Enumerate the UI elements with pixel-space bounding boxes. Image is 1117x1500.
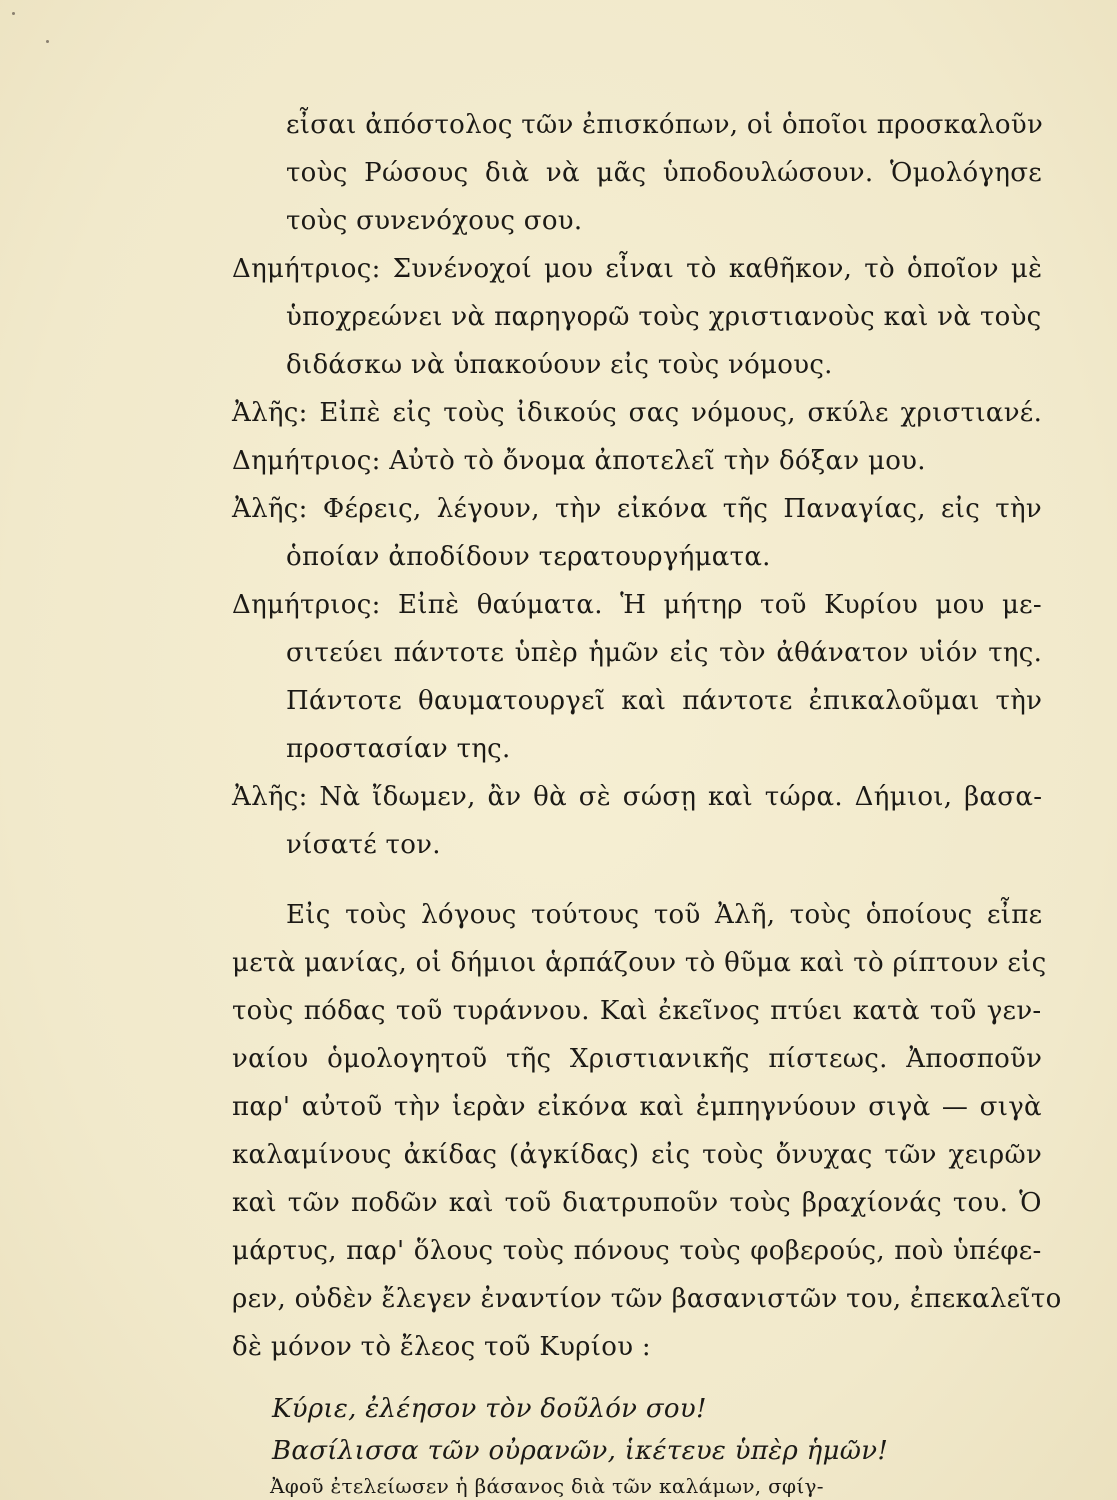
dialogue-line: διδάσκω νὰ ὑπακούουν εἰς τοὺς νόμους. (286, 350, 833, 380)
closing-line: Ἀφοῦ ἐτελείωσεν ἡ βάσανος διὰ τῶν καλάμων, σφίγ- (270, 1474, 824, 1498)
narrative-line: ναίου ὁμολογητοῦ τῆς Χριστιανικῆς πίστεως. Ἀποσποῦν (232, 1044, 1043, 1074)
dialogue-line: προστασίαν της. (286, 734, 511, 764)
scan-speck (12, 12, 15, 15)
dialogue-line: ὑποχρεώνει νὰ παρηγορῶ τοὺς χριστιανοὺς καὶ νὰ τοὺς (286, 302, 1042, 332)
dialogue-line: Δημήτριος: Εἰπὲ θαύματα. Ἡ μήτηρ τοῦ Κυρίου μου με- (232, 590, 1043, 620)
prayer-line: Βασίλισσα τῶν οὐρανῶν, ἱκέτευε ὑπὲρ ἡμῶν! (272, 1436, 889, 1466)
dialogue-line: Ἀλῆς: Φέρεις, λέγουν, τὴν εἰκόνα τῆς Παναγίας, εἰς τὴν (232, 494, 1042, 524)
narrative-line: τοὺς πόδας τοῦ τυράννου. Καὶ ἐκεῖνος πτύει κατὰ τοῦ γεν- (232, 996, 1042, 1026)
dialogue-line: σιτεύει πάντοτε ὑπὲρ ἡμῶν εἰς τὸν ἀθάνατον υἱόν της. (286, 638, 1043, 668)
narrative-line: παρ' αὐτοῦ τὴν ἱερὰν εἰκόνα καὶ ἐμπηγνύουν σιγὰ — σιγὰ (232, 1092, 1042, 1122)
narrative-line: Εἰς τοὺς λόγους τούτους τοῦ Ἀλῆ, τοὺς ὁποίους εἶπε (286, 900, 1043, 930)
dialogue-line: Δημήτριος: Αὐτὸ τὸ ὄνομα ἀποτελεῖ τὴν δόξαν μου. (232, 446, 926, 476)
prayer-line: Κύριε, ἐλέησον τὸν δοῦλόν σου! (272, 1394, 707, 1424)
narrative-line: μετὰ μανίας, οἱ δήμιοι ἁρπάζουν τὸ θῦμα καὶ τὸ ρίπτουν εἰς (232, 948, 1047, 978)
narrative-line: δὲ μόνον τὸ ἔλεος τοῦ Κυρίου : (232, 1332, 651, 1362)
dialogue-line: τοὺς Ρώσους διὰ νὰ μᾶς ὑποδουλώσουν. Ὁμολόγησε (286, 158, 1043, 188)
dialogue-line: Ἀλῆς: Νὰ ἴδωμεν, ἂν θὰ σὲ σώσῃ καὶ τώρα. Δήμιοι, βασα- (232, 782, 1043, 812)
dialogue-line: Ἀλῆς: Εἰπὲ εἰς τοὺς ἰδικούς σας νόμους, σκύλε χριστιανέ. (232, 398, 1043, 428)
narrative-line: καλαμίνους ἀκίδας (ἀγκίδας) εἰς τοὺς ὄνυχας τῶν χειρῶν (232, 1140, 1043, 1170)
narrative-line: μάρτυς, παρ' ὅλους τοὺς πόνους τοὺς φοβερούς, ποὺ ὑπέφε- (232, 1236, 1042, 1266)
narrative-line: καὶ τῶν ποδῶν καὶ τοῦ διατρυποῦν τοὺς βραχίονάς του. Ὁ (232, 1188, 1042, 1218)
dialogue-line: Πάντοτε θαυματουργεῖ καὶ πάντοτε ἐπικαλοῦμαι τὴν (286, 686, 1043, 716)
dialogue-line: ὁποίαν ἀποδίδουν τερατουργήματα. (286, 542, 771, 572)
scan-speck (46, 40, 49, 43)
dialogue-line: τοὺς συνενόχους σου. (286, 206, 583, 236)
dialogue-line: νίσατέ τον. (286, 830, 441, 860)
narrative-line: ρεν, οὐδὲν ἔλεγεν ἐναντίον τῶν βασανιστῶν του, ἐπεκαλεῖτο (232, 1284, 1062, 1314)
dialogue-line: εἶσαι ἀπόστολος τῶν ἐπισκόπων, οἱ ὁποῖοι προσκαλοῦν (286, 110, 1044, 140)
dialogue-line: Δημήτριος: Συνένοχοί μου εἶναι τὸ καθῆκον, τὸ ὁποῖον μὲ (232, 254, 1043, 284)
